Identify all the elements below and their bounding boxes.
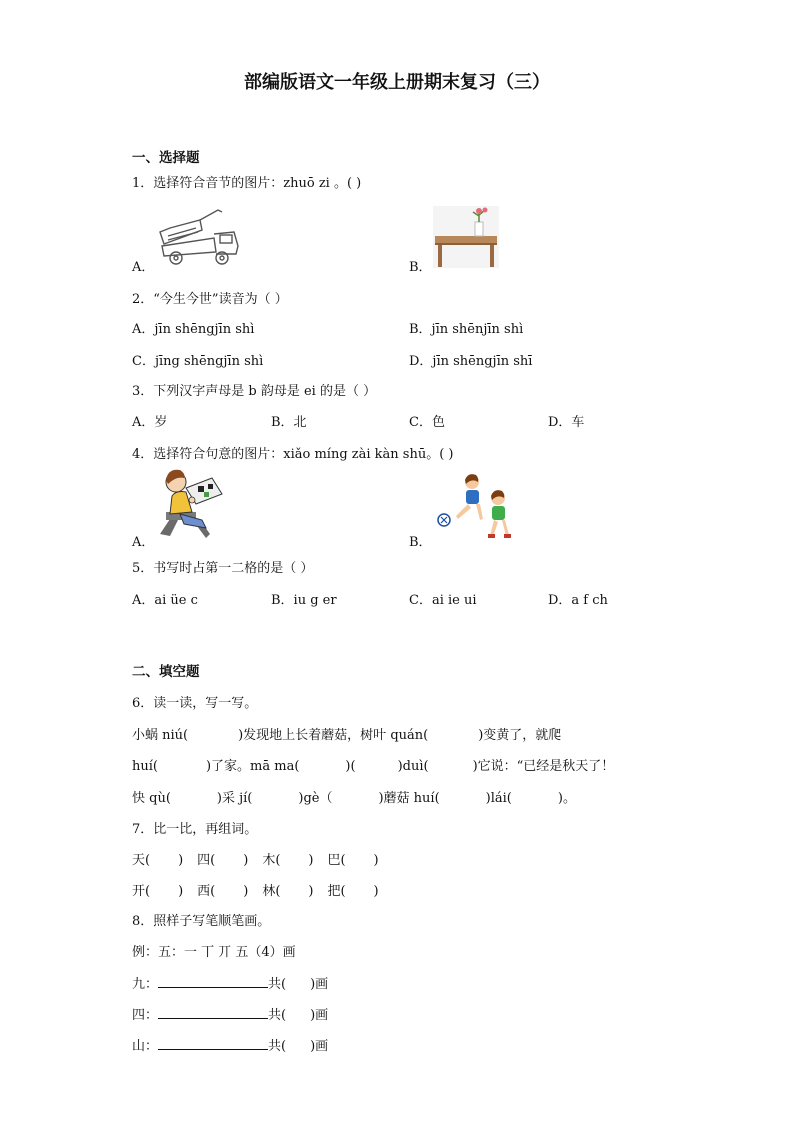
question-2-stem: 2．“今生今世”读音为（ ）: [132, 292, 288, 307]
q7-close: ): [178, 884, 184, 899]
q6-line-1: [132, 724, 561, 743]
q2-option-a[interactable]: A．jīn shēngjīn shì: [132, 322, 255, 337]
q2-option-d[interactable]: D．jīn shēngjīn shī: [409, 354, 533, 369]
stroke-order-line[interactable]: [158, 1037, 268, 1050]
q6-text: )它说：“已经是秋天了！: [472, 759, 615, 774]
q6-text: )gè（: [298, 791, 333, 806]
q7-close: ): [243, 853, 249, 868]
q8-text: )画: [310, 1008, 329, 1023]
q6-line-3: [132, 787, 576, 806]
q7-close: ): [178, 853, 184, 868]
q6-line-2: [132, 755, 614, 774]
q7-row-2: [132, 880, 379, 899]
q8-char: 山：: [132, 1039, 159, 1054]
stroke-order-line[interactable]: [158, 1006, 268, 1019]
question-3-stem: 3．下列汉字声母是 b 韵母是 ei 的是（ ）: [132, 384, 377, 399]
q6-text: huí(: [132, 759, 158, 774]
q7-row-1: [132, 849, 379, 868]
q3-option-b[interactable]: B．北: [271, 415, 307, 430]
kids-playing-football: [436, 470, 516, 544]
q7-char: 四(: [197, 853, 216, 868]
q5-option-b[interactable]: B．iu g er: [271, 593, 337, 608]
q7-char: 天(: [132, 853, 151, 868]
q8-text: 共(: [268, 977, 287, 992]
q6-text: )(: [345, 759, 356, 774]
question-4-stem: 4．选择符合句意的图片：xiǎo míng zài kàn shū。( ): [132, 447, 454, 462]
q8-char: 九：: [132, 977, 159, 992]
q3-option-d[interactable]: D．车: [548, 415, 585, 430]
q2-option-b[interactable]: B．jīn shēnjīn shì: [409, 322, 524, 337]
q6-text: )变黄了，就爬: [478, 728, 562, 743]
q1-option-a-label[interactable]: A．: [132, 260, 155, 275]
q4-option-b-label[interactable]: B．: [409, 535, 432, 550]
q6-text: 快 qù(: [132, 791, 171, 806]
truck-illustration: [156, 206, 242, 268]
q3-option-a[interactable]: A．岁: [132, 415, 168, 430]
q7-close: ): [373, 884, 379, 899]
q1-option-b-label[interactable]: B．: [409, 260, 432, 275]
page-title: 部编版语文一年级上册期末复习（三）: [244, 72, 550, 93]
section-heading-choice: 一、选择题: [132, 150, 200, 166]
q7-close: ): [308, 853, 314, 868]
q8-row-1: [132, 973, 328, 992]
q7-close: ): [243, 884, 249, 899]
q5-option-c[interactable]: C．ai ie ui: [409, 593, 477, 608]
q6-text: )了家。mā ma(: [205, 759, 300, 774]
q6-text: )。: [557, 791, 576, 806]
q7-char: 林(: [262, 884, 281, 899]
q8-char: 四：: [132, 1008, 159, 1023]
question-7-stem: 7．比一比，再组词。: [132, 822, 258, 837]
q7-char: 西(: [197, 884, 216, 899]
q6-text: )duì(: [397, 759, 429, 774]
q7-close: ): [308, 884, 314, 899]
question-8-stem: 8．照样子写笔顺笔画。: [132, 914, 271, 929]
section-heading-fill: 二、填空题: [132, 664, 200, 680]
question-6-stem: 6．读一读，写一写。: [132, 696, 258, 711]
q8-text: 共(: [268, 1039, 287, 1054]
q4-option-a-label[interactable]: A．: [132, 535, 155, 550]
table-with-plant-illustration: [433, 206, 499, 268]
q2-option-c[interactable]: C．jīng shēngjīn shì: [132, 354, 264, 369]
q6-text: )lái(: [485, 791, 512, 806]
q7-char: 巴(: [327, 853, 346, 868]
q5-option-d[interactable]: D．a f ch: [548, 593, 608, 608]
q7-close: ): [373, 853, 379, 868]
q8-text: 共(: [268, 1008, 287, 1023]
q8-example: 例：五：一 丅 丌 五（4）画: [132, 945, 296, 960]
question-5-stem: 5．书写时占第一二格的是（ ）: [132, 561, 314, 576]
q6-text: )蘑菇 huí(: [378, 791, 440, 806]
q8-text: )画: [310, 1039, 329, 1054]
boy-reading-book: [150, 464, 228, 542]
q5-option-a[interactable]: A．ai üe c: [132, 593, 198, 608]
stroke-order-line[interactable]: [158, 975, 268, 988]
question-1-stem: 1．选择符合音节的图片：zhuō zi 。( ): [132, 176, 362, 191]
q6-text: 小蜗 niú(: [132, 728, 189, 743]
q8-text: )画: [310, 977, 329, 992]
q8-row-3: [132, 1035, 328, 1054]
q3-option-c[interactable]: C．色: [409, 415, 445, 430]
q8-row-2: [132, 1004, 328, 1023]
q7-char: 开(: [132, 884, 151, 899]
q6-text: )采 jí(: [216, 791, 253, 806]
q7-char: 把(: [327, 884, 346, 899]
q6-text: )发现地上长着蘑菇，树叶 quán(: [238, 728, 429, 743]
q7-char: 木(: [262, 853, 281, 868]
